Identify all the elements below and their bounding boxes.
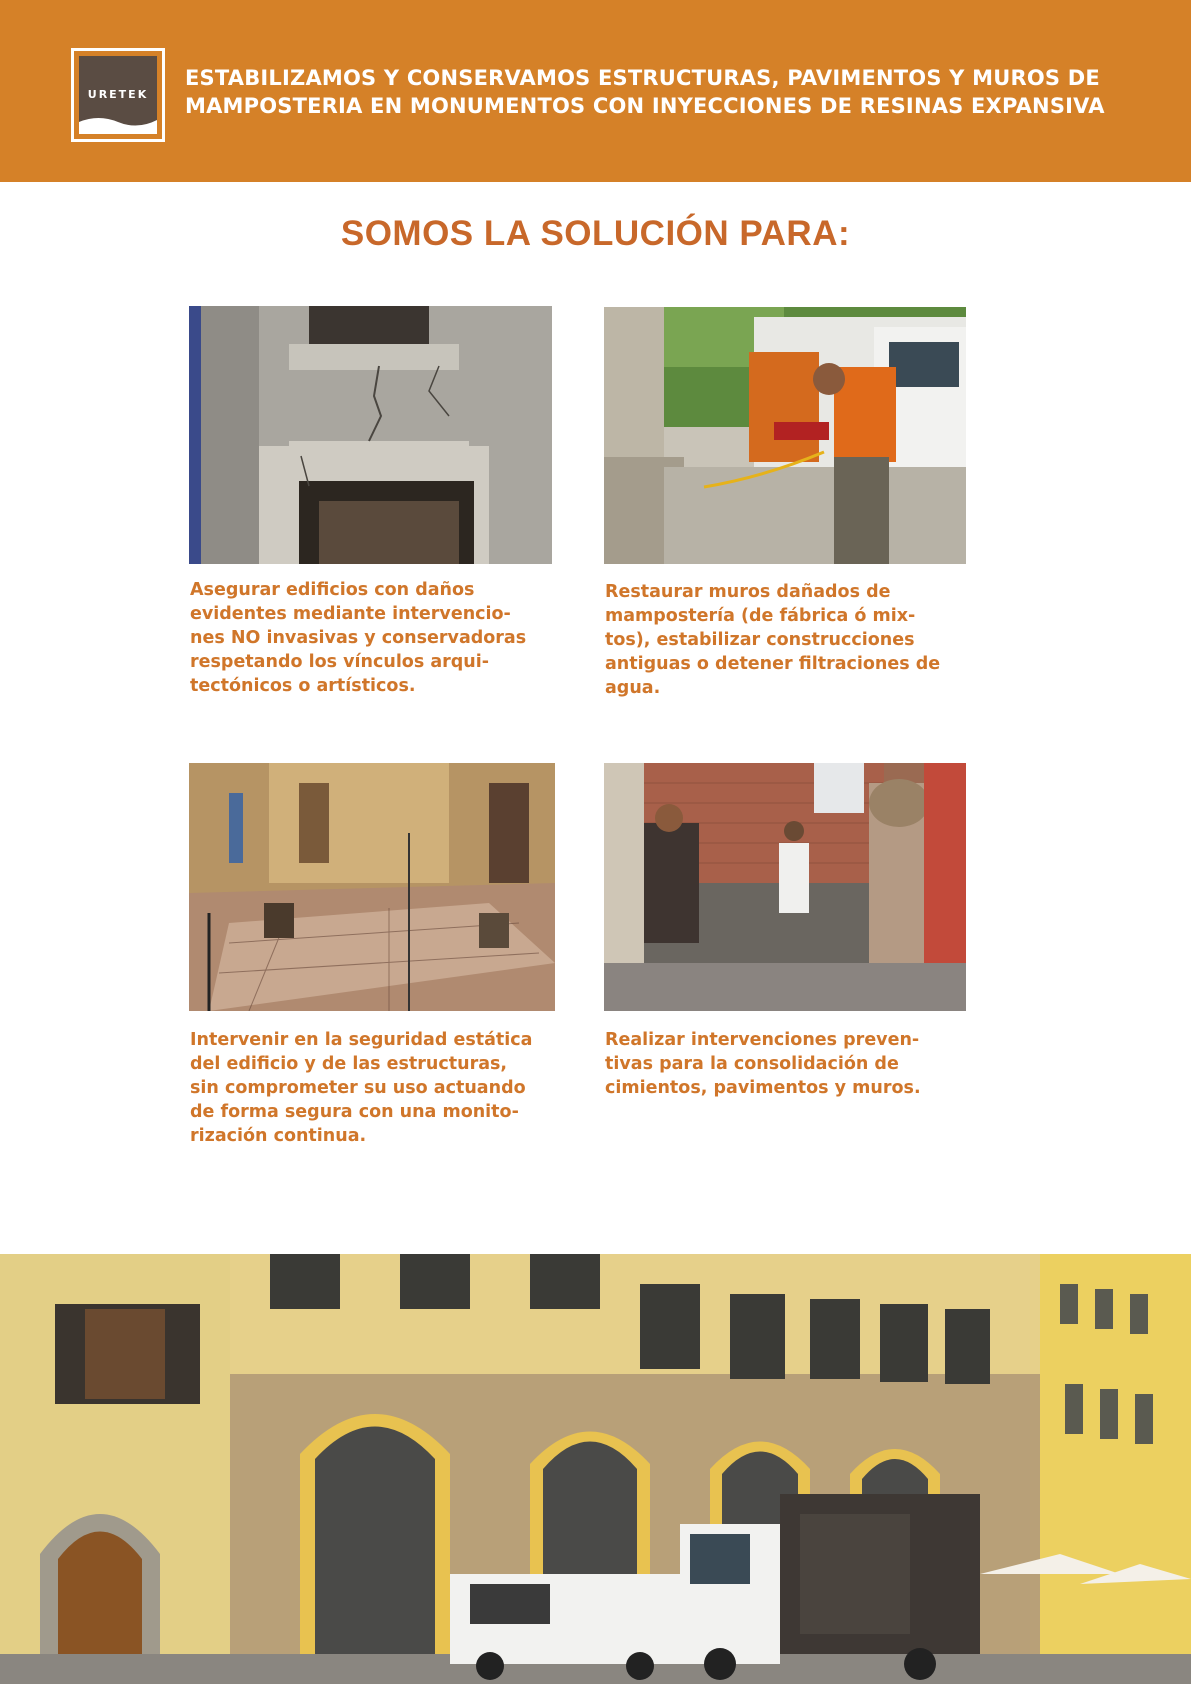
header-title-line-2: MAMPOSTERIA EN MONUMENTOS CON INYECCIONES DE RESINAS EXPANSIVA bbox=[185, 94, 1105, 118]
header-banner bbox=[0, 0, 1191, 182]
photo-cracked-facade bbox=[189, 306, 552, 564]
caption-4: Realizar intervenciones preven- tivas para la consolidación de cimientos, pavimentos y muros. bbox=[605, 1030, 921, 1098]
photo-worker-truck bbox=[604, 307, 966, 564]
header-title-line-1: ESTABILIZAMOS Y CONSERVAMOS ESTRUCTURAS, PAVIMENTOS Y MUROS DE bbox=[185, 66, 1100, 90]
caption-2: Restaurar muros dañados de mampostería (de fábrica ó mix- tos), estabilizar construcciones antiguas o detener filtraciones de agua. bbox=[605, 582, 941, 698]
header-title bbox=[185, 64, 1185, 120]
photo-building-facade-panorama bbox=[0, 1254, 1191, 1684]
section-title: SOMOS LA SOLUCIÓN PARA: bbox=[340, 214, 851, 253]
caption-1: Asegurar edificios con daños evidentes mediante intervencio- nes NO invasivas y conservadoras respetando los vínculos arqui- tectónicos o artísticos. bbox=[190, 580, 527, 696]
photo-church-interior bbox=[189, 763, 555, 1011]
photo-workers-brick-wall bbox=[604, 763, 966, 1011]
logo-wave-icon bbox=[79, 112, 157, 134]
uretek-logo bbox=[71, 48, 165, 142]
caption-3: Intervenir en la seguridad estática del edificio y de las estructuras, sin comprometer su uso actuando de forma segura con una monito- rización continua. bbox=[190, 1030, 533, 1146]
logo-text: URETEK bbox=[87, 88, 149, 101]
